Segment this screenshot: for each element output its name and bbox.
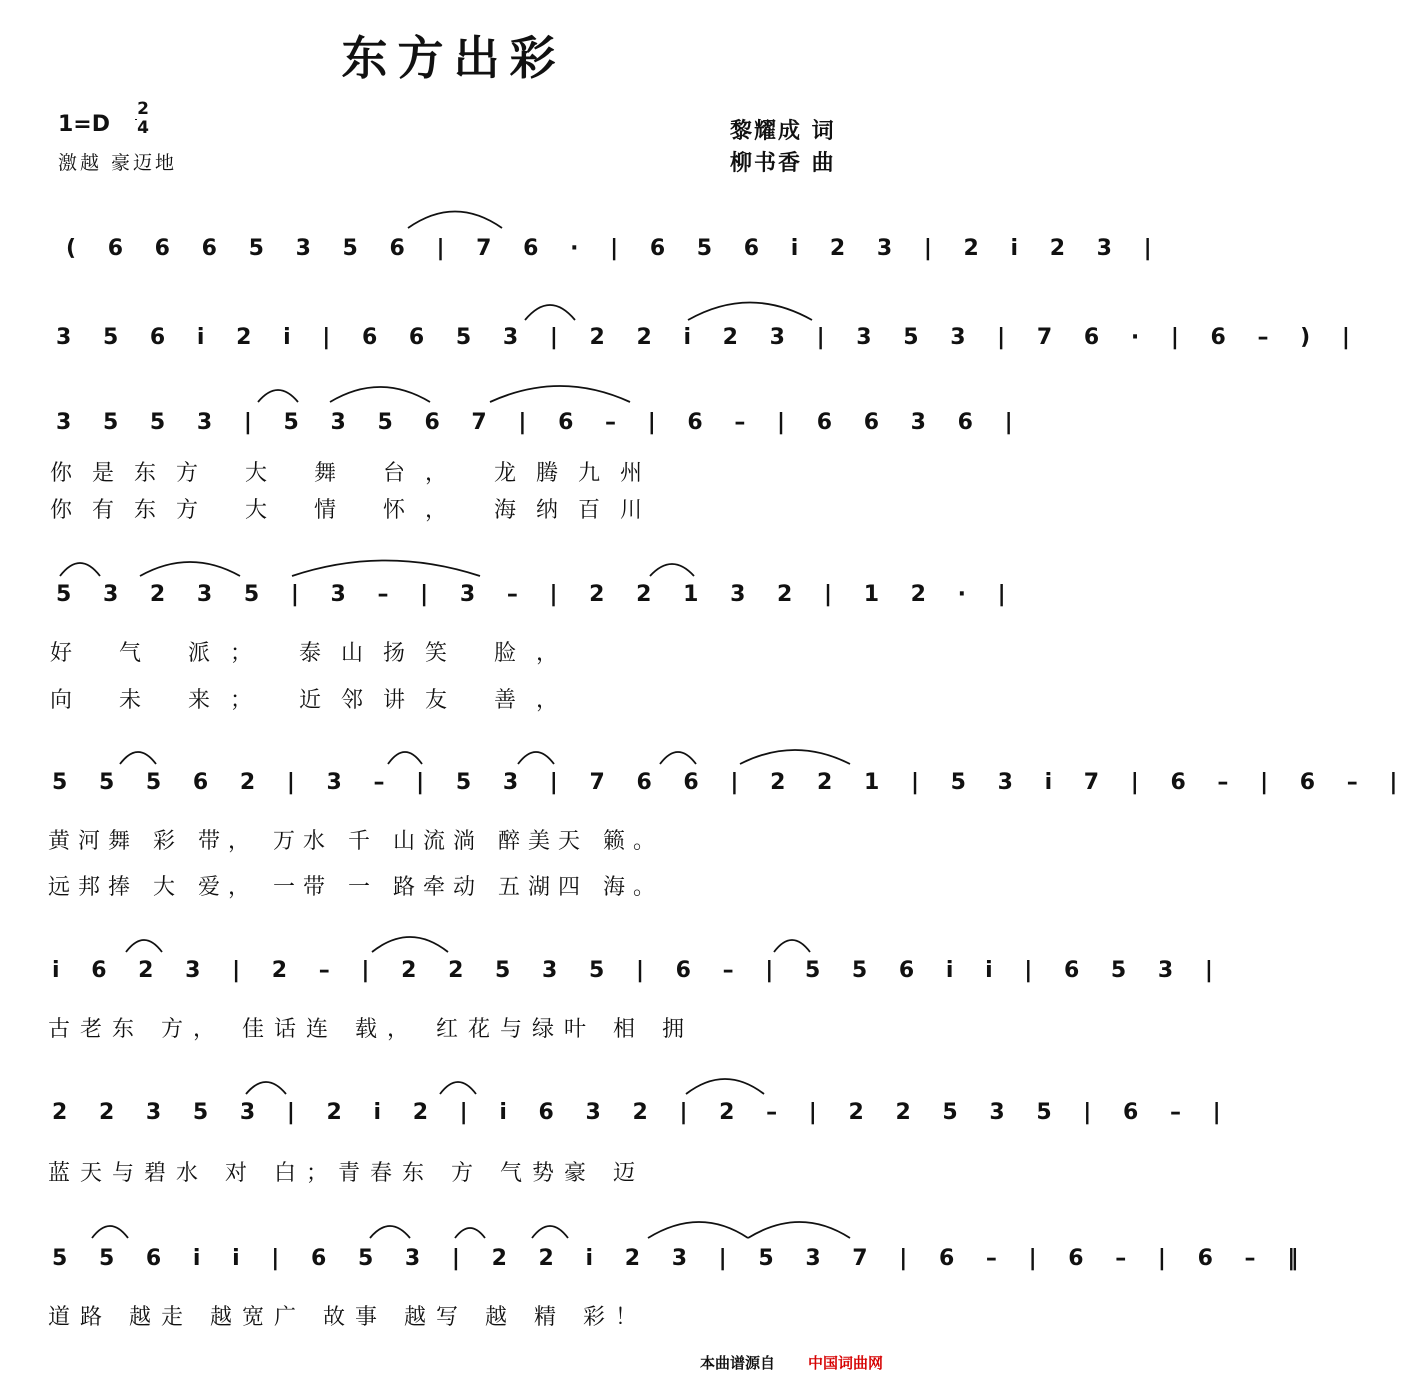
notation-row: 5 5 5 6 2 | 3 – | 5 3 | 7 6 6 | 2 2 1 | 5 3 i 7 | 6 – | 6 – | <box>52 770 1409 795</box>
notation-row: 3 5 5 3 | 5 3 5 6 7 | 6 – | 6 – | 6 6 3 6 | <box>56 410 1025 435</box>
meter-top: 2 <box>137 99 149 119</box>
lyric-verse-1: 好 气 派； 泰山扬笑 脸， <box>50 641 578 666</box>
key-signature: 1=D <box>58 112 111 137</box>
lyric-verse-1: 古老东 方， 佳话连 载， 红花与绿叶 相 拥 <box>48 1017 694 1042</box>
lyric-verse-1: 道路 越走 越宽广 故事 越写 越 精 彩！ <box>48 1305 647 1330</box>
notation-row: 5 5 6 i i | 6 5 3 | 2 2 i 2 3 | 5 3 7 | 6 – | 6 – | 6 – ‖ <box>52 1246 1311 1271</box>
lyric-verse-2: 远邦捧 大 爱， 一带 一 路牵动 五湖四 海。 <box>48 875 663 900</box>
song-title: 东方出彩 <box>341 31 566 85</box>
lyric-verse-1: 黄河舞 彩 带， 万水 千 山流淌 醉美天 籁。 <box>48 829 663 854</box>
lyricist-credit: 黎耀成 词 <box>730 119 836 144</box>
notation-row: ( 6 6 6 5 3 5 6 | 7 6 · | 6 5 6 i 2 3 | 2 i 2 3 | <box>66 236 1164 261</box>
meter-bottom: 4 <box>137 118 149 138</box>
composer-credit: 柳书香 曲 <box>730 151 836 176</box>
notation-row: i 6 2 3 | 2 – | 2 2 5 3 5 | 6 – | 5 5 6 i i | 6 5 3 | <box>52 958 1225 983</box>
lyric-verse-2: 你有东方 大 情 怀， 海纳百川 <box>50 498 662 523</box>
notation-row: 2 2 3 5 3 | 2 i 2 | i 6 3 2 | 2 – | 2 2 5 3 5 | 6 – | <box>52 1100 1233 1125</box>
tempo-marking: 激越 豪迈地 <box>58 152 178 174</box>
lyric-verse-1: 你是东方 大 舞 台， 龙腾九州 <box>50 461 662 486</box>
footer-source-label: 本曲谱源自 <box>700 1354 776 1372</box>
footer-site-link[interactable]: 中国词曲网 <box>808 1354 884 1372</box>
notation-row: 5 3 2 3 5 | 3 – | 3 – | 2 2 1 3 2 | 1 2 · | <box>56 582 1018 607</box>
lyric-verse-2: 向 未 来； 近邻讲友 善， <box>50 688 578 713</box>
notation-row: 3 5 6 i 2 i | 6 6 5 3 | 2 2 i 2 3 | 3 5 3 | 7 6 · | 6 – ) | <box>56 325 1362 350</box>
lyric-verse-1: 蓝天与碧水 对 白；青春东 方 气势豪 迈 <box>48 1161 645 1186</box>
